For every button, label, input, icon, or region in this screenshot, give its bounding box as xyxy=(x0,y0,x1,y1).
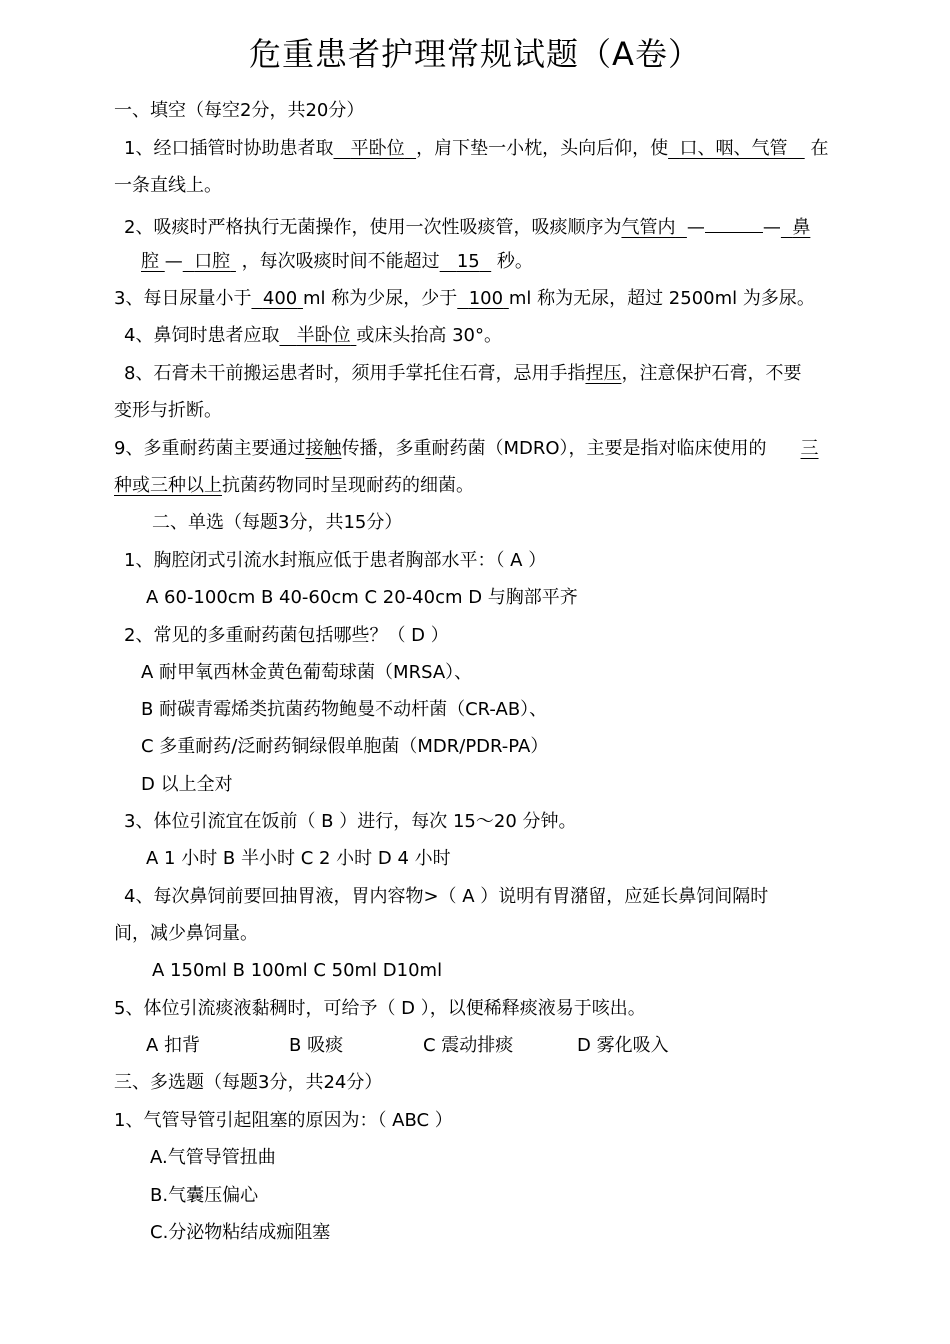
answer-blank xyxy=(668,138,805,159)
answer-text: 接触 xyxy=(305,438,342,459)
dash: — xyxy=(164,251,183,272)
answer-text: 15 xyxy=(456,251,480,272)
option-a: A 扣背 xyxy=(146,1035,201,1056)
single-question-4-options: A 150ml B 100ml C 50ml D10ml xyxy=(152,960,443,981)
answer-blank xyxy=(675,217,686,238)
fill-question-2-line-1 xyxy=(124,211,810,241)
answer-text: 平卧位 xyxy=(350,138,405,159)
single-question-3-options: A 1 小时 B 半小时 C 2 小时 D 4 小时 xyxy=(146,848,451,869)
text-segment: 抗菌药物同时呈现耐药的细菌。 xyxy=(222,475,474,496)
option-d: D 雾化吸入 xyxy=(577,1035,669,1056)
single-question-4-line-1: 4、每次鼻饲前要回抽胃液，胃内容物>（ A ）说明有胃潴留，应延长鼻饲间隔时 xyxy=(124,886,769,907)
answer-text: 气管内 xyxy=(621,217,676,238)
section-1-heading: 一、填空（每空2分，共20分） xyxy=(114,100,365,121)
answer-text: 400 xyxy=(262,288,298,309)
single-question-1: 1、胸腔闭式引流水封瓶应低于患者胸部水平：（ A ） xyxy=(124,550,547,571)
option-c: C 震动排痰 xyxy=(423,1035,514,1056)
answer-text: 种或三种以上 xyxy=(114,475,222,496)
section-2-heading: 二、单选（每题3分，共15分） xyxy=(152,512,403,533)
fill-question-8-line-1 xyxy=(124,361,801,387)
single-question-3: 3、体位引流宜在饭前（ B ）进行，每次 15～20 分钟。 xyxy=(124,811,577,832)
option-b: B.气囊压偏心 xyxy=(150,1185,259,1206)
fill-question-8-line-2: 变形与折断。 xyxy=(114,400,222,421)
text-segment: 9、多重耐药菌主要通过 xyxy=(114,438,306,459)
text-segment: ml 称为无尿，超过 2500ml 为多尿。 xyxy=(508,288,815,309)
option-c: C.分泌物粘结成痂阻塞 xyxy=(150,1222,331,1243)
answer-text: 口腔 xyxy=(194,251,231,272)
fill-question-9-line-2 xyxy=(114,473,474,499)
empty-blank xyxy=(705,211,763,233)
option-c: C 多重耐药/泛耐药铜绿假单胞菌（MDR/PDR-PA） xyxy=(141,736,549,757)
text-segment: 或床头抬高 30°。 xyxy=(356,325,502,346)
text-segment: 传播，多重耐药菌（MDRO），主要是指对临床使用的 xyxy=(341,438,767,459)
answer-text: 半卧位 xyxy=(296,325,351,346)
text-segment: 秒。 xyxy=(496,251,533,272)
text-segment: ml 称为少尿，少于 xyxy=(303,288,458,309)
text-segment: ，每次吸痰时间不能超过 xyxy=(241,251,440,272)
text-segment: 4、鼻饲时患者应取 xyxy=(124,325,280,346)
single-question-5: 5、体位引流痰液黏稠时，可给予（ D ），以便稀释痰液易于咳出。 xyxy=(114,998,646,1019)
answer-text: 腔 xyxy=(141,251,159,272)
answer-blank xyxy=(457,288,509,309)
answer-text: 100 xyxy=(468,288,504,309)
option-b: B 吸痰 xyxy=(289,1035,344,1056)
option-d: D 以上全对 xyxy=(141,774,233,795)
fill-question-3 xyxy=(114,286,815,312)
text-segment: 在 xyxy=(810,138,829,159)
exam-title: 危重患者护理常规试题（A卷） xyxy=(249,35,701,73)
answer-blank xyxy=(333,138,416,159)
option-b: B 耐碳青霉烯类抗菌药物鲍曼不动杆菌（CR-AB）、 xyxy=(141,699,548,720)
fill-question-4 xyxy=(124,323,502,349)
text-segment: 1、经口插管时协助患者取 xyxy=(124,138,334,159)
fill-question-9-line-1 xyxy=(114,436,819,462)
answer-blank xyxy=(183,251,236,272)
text-segment: 2、吸痰时严格执行无菌操作，使用一次性吸痰管，吸痰顺序为 xyxy=(124,217,622,238)
answer-text: 三 xyxy=(800,438,819,459)
multi-question-1: 1、气管导管引起阻塞的原因为：（ ABC ） xyxy=(114,1110,453,1131)
answer-blank xyxy=(781,217,810,238)
fill-question-1-line-1 xyxy=(124,136,828,162)
single-question-2: 2、常见的多重耐药菌包括哪些？（ D ） xyxy=(124,625,449,646)
text-segment: 3、每日尿量小于 xyxy=(114,288,252,309)
dash: — xyxy=(686,217,705,238)
answer-text: 捏压 xyxy=(585,363,622,384)
answer-blank xyxy=(279,325,356,346)
answer-text: 口、咽、气管 xyxy=(679,138,788,159)
text-segment: ，肩下垫一小枕，头向后仰，使 xyxy=(416,138,669,159)
fill-question-2-line-2 xyxy=(141,249,533,275)
text-segment: 8、石膏未干前搬运患者时，须用手掌托住石膏，忌用手指 xyxy=(124,363,586,384)
text-segment: ，注意保护石膏，不要 xyxy=(621,363,802,384)
answer-blank xyxy=(440,251,492,272)
single-question-1-options: A 60-100cm B 40-60cm C 20-40cm D 与胸部平齐 xyxy=(146,587,578,608)
dash: — xyxy=(762,217,781,238)
single-question-4-line-2: 间，减少鼻饲量。 xyxy=(114,923,258,944)
fill-question-1-line-2: 一条直线上。 xyxy=(114,175,222,196)
option-a: A 耐甲氧西林金黄色葡萄球菌（MRSA）、 xyxy=(141,662,473,683)
answer-blank xyxy=(251,288,303,309)
section-3-heading: 三、多选题（每题3分，共24分） xyxy=(114,1072,383,1093)
answer-text: 鼻 xyxy=(792,217,811,238)
option-a: A.气管导管扭曲 xyxy=(150,1147,276,1168)
